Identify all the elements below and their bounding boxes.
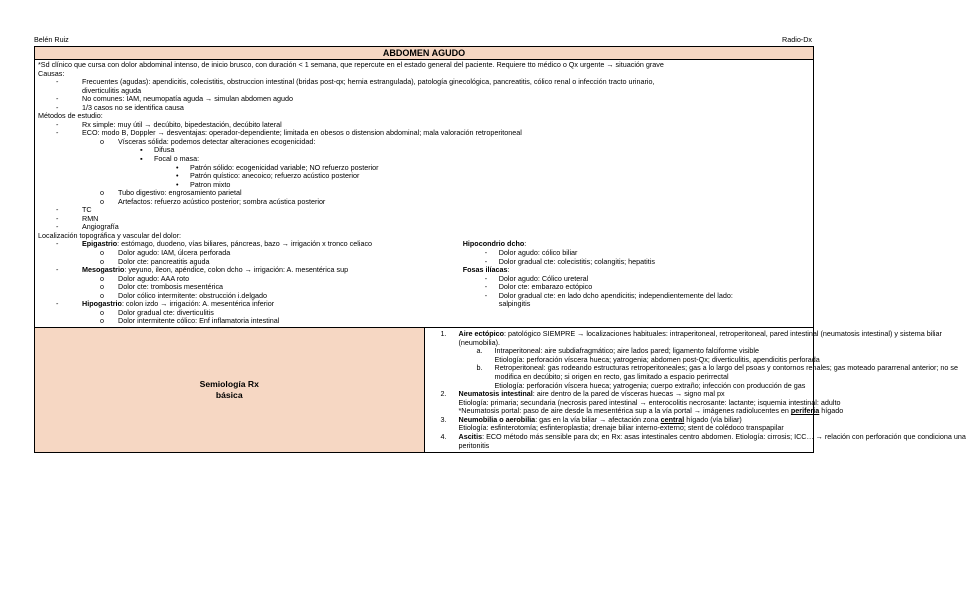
circle-bullet: o [100, 307, 104, 317]
list-item: - Angiografía [56, 222, 119, 232]
dash-bullet: - [56, 239, 59, 249]
localizacion-left: - Epigastrio: estómago, duodeno, vías biliares, páncreas, bazo → irrigación x tronco celiaco o Dolor agudo: IAM, úlcera perforada o Dolor cte: pancreatitis aguda - Mesogastrio: yeyuno, ileon, apéndice, colon dcho → irrigación: A. mesentérica sup o Dolor agudo: AAA roto o Dolor cte: trombosis mesentérica o Dolor cólico intermitente: obstrucción i.delgado - Hipogastrio: colon izdo → irrigación: A. mesentérica inferior o Dolor gradual cte: diverticulitis o Dolor intermitente cólico: Enf inflamatoria intestinal [56, 239, 373, 326]
dash-bullet: - [56, 265, 59, 275]
causas-heading: Causas: [38, 68, 65, 78]
circle-bullet: o [100, 316, 104, 326]
circle-bullet: o [100, 273, 104, 283]
dash-bullet: - [484, 290, 488, 300]
dash-bullet: - [56, 222, 59, 232]
semiologia-content: 1. Aire ectópico: patológico SIEMPRE → localizaciones habituales: intraperitoneal, retroperitoneal, pared intestinal (neumatosis intestinal) y sistema biliar (neumobilia). a. Intraperitoneal: aire subdiafragmático; aire lados pared; ligamento falciforme visible Etiología: perforación víscera hueca; yatrogenia; abdomen post-Qx; diverticulitis, apendicitis perforada b. Retroperitoneal: gas rodeando estructuras retroperitoneales; gas a lo largo del psoas y contornos renales; gas moteado pararrenal anterior; no se modifica en decúbito; si origen en recto, gas limitado a espacio perirrectal Etiología: perforación víscera hueca; yatrogenia; cuerpo extraño; infección con producción de gas 2. Neumatosis intestinal: aire dentro de la pared de vísceras huecas → signo mal px Etiología: primaria; secundaria (necrosis pared intestinal → enterocolitis necrosante: lactante; isquemia intestinal: adulto *Neumatosis portal: paso de aire desde la mesentérica sup a la vía portal → imágenes radiolucentes en periferia hígado 3. Neumobilia o aerobilia: gas en la vía biliar → afectación zona central hígado (vía biliar) Etiología: esfinterotomía; esfinteroplastia; drenaje biliar interno-externo; stent de colédoco transpapilar 4. Ascitis: ECO método más sensible para dx; en Rx: asas intestinales centro abdomen. Etiología: cirrosis; ICC… → relación con perforación que condiciona una peritonitis [424, 327, 814, 452]
square-bullet: ▪ [140, 154, 143, 164]
list-item: - RMN [56, 213, 99, 223]
dash-bullet: - [484, 248, 488, 258]
list-item: - No comunes: IAM, neumopatía aguda → simulan abdomen agudo [56, 94, 293, 104]
dot-bullet: • [176, 162, 179, 172]
circle-bullet: o [100, 136, 104, 146]
page-title: ABDOMEN AGUDO [35, 47, 814, 60]
dash-bullet: - [56, 102, 59, 112]
list-item: diverticulitis aguda [82, 85, 142, 95]
dot-bullet: • [176, 179, 179, 189]
list-item: ▪ Difusa [140, 145, 175, 155]
localizacion-right: Hipocondrio dcho: - Dolor agudo: cólico biliar - Dolor gradual cte: colecistitis; colangitis; hepatitis Fosas ilíacas: - Dolor agudo: Cólico ureteral - Dolor cte: embarazo ectópico - Dolor gradual cte: en lado dcho apendicitis; independientemente del lado: salpingitis [462, 239, 733, 309]
dash-bullet: - [56, 77, 59, 87]
circle-bullet: o [100, 282, 104, 292]
localizacion-heading: Localización topográfica y vascular del dolor: [38, 230, 182, 240]
list-item: • Patron mixto [176, 179, 231, 189]
circle-bullet: o [100, 290, 104, 300]
dot-bullet: • [176, 171, 179, 181]
list-item: ▪ Focal o masa: [140, 154, 200, 164]
intro-text: *Sd clínico que cursa con dolor abdominal intenso, de inicio brusco, con duración < 1 semana, que repercute en el estado general del paciente. Requiere tto médico o Qx urgente → situación grave [38, 60, 664, 69]
circle-bullet: o [100, 188, 104, 198]
list-item: - TC [56, 205, 92, 215]
circle-bullet: o [100, 196, 104, 206]
author-name: Belén Ruiz [34, 35, 69, 44]
list-item: - Frecuentes (agudas): apendicitis, colecistitis, obstruccion intestinal (bridas post-qx; hernia estrangulada), patología ginecológica, pancreatitis, cólico renal o infección tracto urinario, [56, 77, 655, 87]
square-bullet: ▪ [140, 145, 143, 155]
dash-bullet: - [484, 256, 488, 266]
dash-bullet: - [56, 213, 59, 223]
dash-bullet: - [56, 299, 59, 309]
circle-bullet: o [100, 256, 104, 266]
dash-bullet: - [56, 119, 59, 129]
list-item: • Patrón sólido: ecogenicidad variable; NO refuerzo posterior [176, 162, 379, 172]
dash-bullet: - [56, 128, 59, 138]
dash-bullet: - [56, 205, 59, 215]
list-item: • Patrón quístico: anecoico; refuerzo acústico posterior [176, 171, 360, 181]
dash-bullet: - [484, 282, 488, 292]
notes-table [34, 46, 966, 453]
list-item: o Tubo digestivo: engrosamiento parietal [100, 188, 242, 198]
metodos-heading: Métodos de estudio: [38, 111, 103, 121]
main-notes [35, 60, 814, 328]
localizacion-columns [38, 240, 810, 325]
dash-bullet: - [56, 94, 59, 104]
list-item: o Vísceras sólida: podemos detectar alteraciones ecogenicidad: [100, 136, 316, 146]
list-item: - 1/3 casos no se identifica causa [56, 102, 184, 112]
list-item: - Rx simple: muy útil → decúbito, bipedestación, decúbito lateral [56, 119, 282, 129]
list-item: o Artefactos: refuerzo acústico posterior; sombra acústica posterior [100, 196, 326, 206]
circle-bullet: o [100, 248, 104, 258]
list-item: - ECO: modo B, Doppler → desventajas: operador-dependiente; limitada en obesos o distension abdominal; mala valoración retroperitoneal [56, 128, 522, 138]
dash-bullet: - [484, 273, 488, 283]
subject-label: Radio-Dx [782, 35, 812, 44]
semiologia-label: Semiología Rx básica [35, 327, 425, 452]
